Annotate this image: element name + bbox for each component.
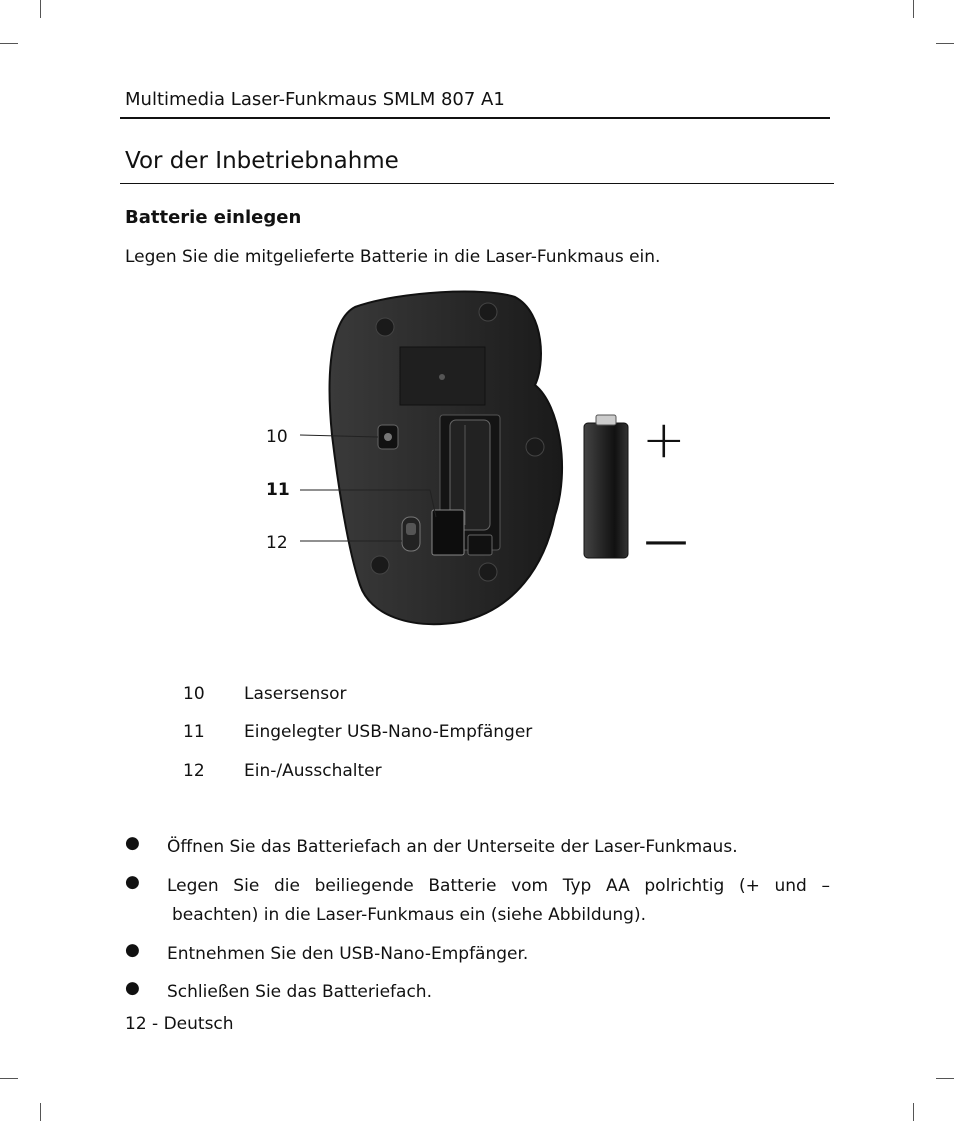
- crop-mark-top-right-h: [936, 43, 954, 44]
- legend-label: Eingelegter USB-Nano-Empfänger: [244, 722, 533, 742]
- minus-sign: —: [644, 515, 688, 566]
- crop-mark-top-left-h: [0, 43, 18, 44]
- crop-mark-top-right-v: [913, 0, 914, 18]
- crop-mark-bottom-left-h: [0, 1078, 18, 1079]
- section-title: Vor der Inbetriebnahme: [125, 148, 399, 174]
- legend-number: 11: [183, 722, 205, 742]
- subsection-title: Batterie einlegen: [125, 207, 302, 228]
- header-rule: [120, 117, 830, 119]
- crop-mark-bottom-right-v: [913, 1103, 914, 1121]
- bullet-text: Legen Sie die beiliegende Batterie vom Typ AA polrichtig (+ und –: [167, 876, 830, 896]
- bullet-text: Schließen Sie das Batteriefach.: [167, 982, 432, 1002]
- bullet-item: [125, 940, 830, 970]
- crop-mark-bottom-right-h: [936, 1078, 954, 1079]
- bullet-text: Öffnen Sie das Batteriefach an der Unterseite der Laser-Funkmaus.: [167, 837, 738, 857]
- plus-sign: +: [642, 410, 686, 470]
- crop-mark-top-left-v: [40, 0, 41, 18]
- bullet-dot-icon: ●: [125, 872, 140, 892]
- intro-paragraph: Legen Sie die mitgelieferte Batterie in die Laser-Funkmaus ein.: [125, 247, 661, 267]
- legend-number: 10: [183, 684, 205, 704]
- laser-sensor-icon: [378, 425, 398, 449]
- callout-11: 11: [266, 480, 290, 500]
- bullet-item: [125, 833, 830, 863]
- crop-mark-bottom-left-v: [40, 1103, 41, 1121]
- section-rule: [120, 183, 834, 184]
- aa-battery-icon: [584, 415, 628, 558]
- power-switch-icon: [402, 517, 420, 551]
- bullet-dot-icon: ●: [125, 978, 140, 998]
- bullet-dot-icon: ●: [125, 940, 140, 960]
- callout-12: 12: [266, 533, 288, 553]
- bullet-item: [125, 872, 830, 932]
- running-header: Multimedia Laser-Funkmaus SMLM 807 A1: [125, 89, 505, 110]
- callout-10: 10: [266, 427, 288, 447]
- bullet-text-continued: beachten) in die Laser-Funkmaus ein (siehe Abbildung).: [172, 905, 646, 925]
- bullet-text: Entnehmen Sie den USB-Nano-Empfänger.: [167, 944, 529, 964]
- legend-number: 12: [183, 761, 205, 781]
- legend-label: Ein-/Ausschalter: [244, 761, 382, 781]
- bullet-item: [125, 978, 830, 1008]
- bullet-dot-icon: ●: [125, 833, 140, 853]
- page-footer: 12 - Deutsch: [125, 1014, 234, 1034]
- mouse-battery-figure: [260, 285, 700, 630]
- legend-label: Lasersensor: [244, 684, 347, 704]
